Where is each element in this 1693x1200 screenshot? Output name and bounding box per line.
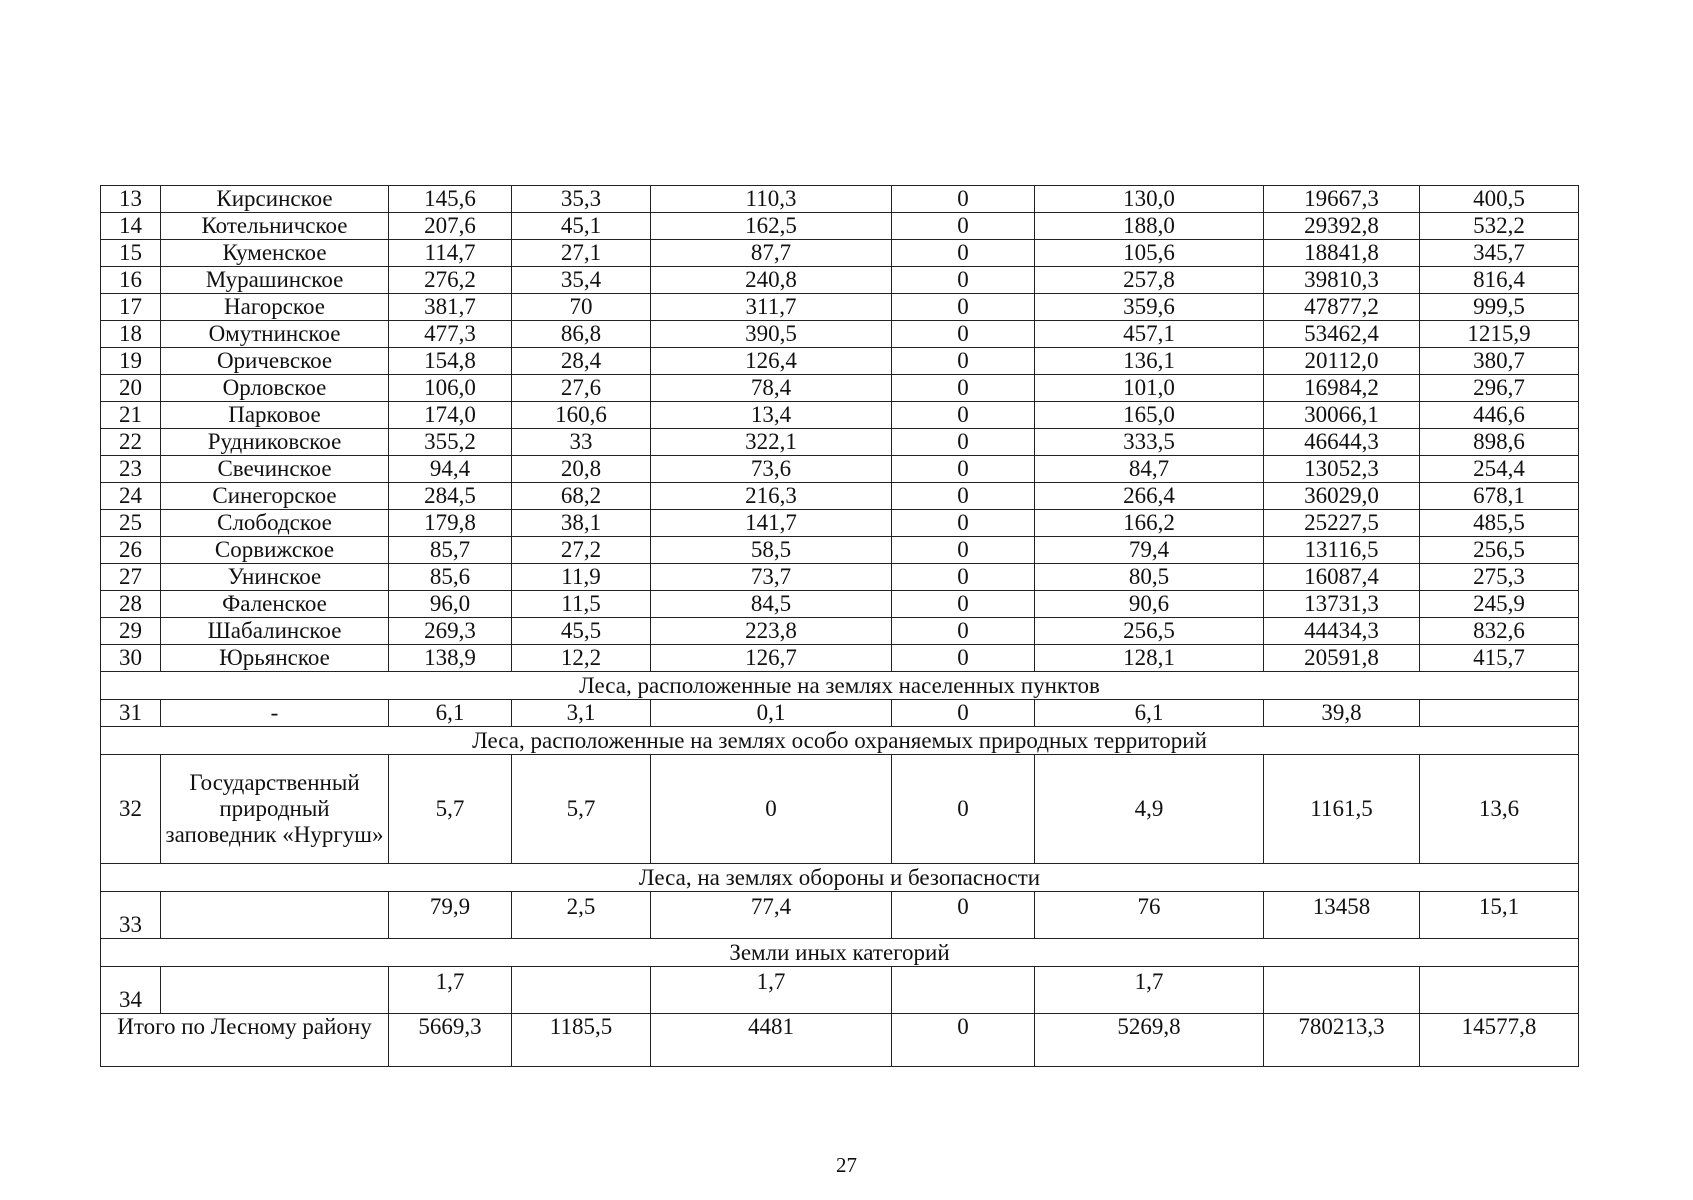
cell-value: 20591,8: [1264, 645, 1420, 672]
row-number: 33: [101, 892, 161, 939]
cell-value: 381,7: [389, 294, 512, 321]
total-value: 0: [892, 1014, 1035, 1067]
row-number: 29: [101, 618, 161, 645]
section-protected: [101, 727, 1579, 864]
row-name: Унинское: [161, 564, 389, 591]
table-row: [101, 645, 1579, 672]
cell-value: 106,0: [389, 375, 512, 402]
row-number: 30: [101, 645, 161, 672]
row-name: Котельничское: [161, 213, 389, 240]
total-value: 14577,8: [1420, 1014, 1579, 1067]
cell-value: 0: [892, 456, 1035, 483]
row-name: Парковое: [161, 402, 389, 429]
cell-value: 188,0: [1035, 213, 1264, 240]
cell-value: 85,7: [389, 537, 512, 564]
cell-value: 5,7: [512, 755, 651, 864]
cell-value: 0: [892, 321, 1035, 348]
row-name: Оричевское: [161, 348, 389, 375]
cell-value: 3,1: [512, 700, 651, 727]
row-name: -: [161, 700, 389, 727]
cell-value: 105,6: [1035, 240, 1264, 267]
cell-value: 39,8: [1264, 700, 1420, 727]
cell-value: 84,5: [651, 591, 892, 618]
cell-value: 5,7: [389, 755, 512, 864]
cell-value: 19667,3: [1264, 186, 1420, 213]
table-body: [101, 186, 1579, 672]
cell-value: 11,9: [512, 564, 651, 591]
section-settlements: [101, 672, 1579, 727]
row-number: 27: [101, 564, 161, 591]
cell-value: 73,7: [651, 564, 892, 591]
cell-value: 79,9: [389, 892, 512, 939]
cell-value: 0: [892, 564, 1035, 591]
total-value: 5669,3: [389, 1014, 512, 1067]
cell-value: 13458: [1264, 892, 1420, 939]
cell-value: 45,5: [512, 618, 651, 645]
cell-value: 13,6: [1420, 755, 1579, 864]
table-row: [101, 892, 1579, 939]
cell-value: 13052,3: [1264, 456, 1420, 483]
row-number: 14: [101, 213, 161, 240]
table-row: [101, 618, 1579, 645]
page-number: 27: [836, 1153, 857, 1177]
cell-value: 70: [512, 294, 651, 321]
cell-value: 13116,5: [1264, 537, 1420, 564]
cell-value: 240,8: [651, 267, 892, 294]
cell-value: 13,4: [651, 402, 892, 429]
cell-value: 816,4: [1420, 267, 1579, 294]
table-row: [101, 348, 1579, 375]
cell-value: 1,7: [651, 967, 892, 1014]
cell-value: 154,8: [389, 348, 512, 375]
cell-value: 126,4: [651, 348, 892, 375]
cell-value: 86,8: [512, 321, 651, 348]
table-row: [101, 456, 1579, 483]
cell-value: 36029,0: [1264, 483, 1420, 510]
cell-value: 446,6: [1420, 402, 1579, 429]
row-number: 20: [101, 375, 161, 402]
cell-value: 76: [1035, 892, 1264, 939]
cell-value: 53462,4: [1264, 321, 1420, 348]
cell-value: 16087,4: [1264, 564, 1420, 591]
row-name: [161, 892, 389, 939]
cell-value: 16984,2: [1264, 375, 1420, 402]
cell-value: 166,2: [1035, 510, 1264, 537]
table-row: [101, 591, 1579, 618]
cell-value: 68,2: [512, 483, 651, 510]
cell-value: 0: [892, 186, 1035, 213]
cell-value: 27,6: [512, 375, 651, 402]
cell-value: 0: [892, 892, 1035, 939]
row-number: 32: [101, 755, 161, 864]
row-number: 13: [101, 186, 161, 213]
cell-value: 85,6: [389, 564, 512, 591]
row-number: 23: [101, 456, 161, 483]
row-name: Синегорское: [161, 483, 389, 510]
cell-value: 0: [892, 537, 1035, 564]
table-row: [101, 294, 1579, 321]
table-row: [101, 564, 1579, 591]
cell-value: [1420, 967, 1579, 1014]
row-name: Свечинское: [161, 456, 389, 483]
cell-value: 94,4: [389, 456, 512, 483]
section-other: [101, 939, 1579, 1014]
cell-value: 101,0: [1035, 375, 1264, 402]
cell-value: 257,8: [1035, 267, 1264, 294]
cell-value: 1,7: [389, 967, 512, 1014]
table-row: [101, 186, 1579, 213]
cell-value: 46644,3: [1264, 429, 1420, 456]
cell-value: 28,4: [512, 348, 651, 375]
cell-value: 0: [651, 755, 892, 864]
cell-value: 0: [892, 402, 1035, 429]
cell-value: 141,7: [651, 510, 892, 537]
row-number: 28: [101, 591, 161, 618]
row-number: 22: [101, 429, 161, 456]
table-row: [101, 375, 1579, 402]
cell-value: 4,9: [1035, 755, 1264, 864]
total-label: Итого по Лесному району: [101, 1014, 389, 1067]
cell-value: 1161,5: [1264, 755, 1420, 864]
cell-value: 0: [892, 483, 1035, 510]
row-name: Фаленское: [161, 591, 389, 618]
cell-value: 174,0: [389, 402, 512, 429]
row-name: Омутнинское: [161, 321, 389, 348]
row-number: 18: [101, 321, 161, 348]
cell-value: 390,5: [651, 321, 892, 348]
cell-value: [892, 967, 1035, 1014]
cell-value: 0: [892, 510, 1035, 537]
cell-value: 35,4: [512, 267, 651, 294]
cell-value: 138,9: [389, 645, 512, 672]
cell-value: 44434,3: [1264, 618, 1420, 645]
row-number: 19: [101, 348, 161, 375]
table-row: [101, 700, 1579, 727]
cell-value: 80,5: [1035, 564, 1264, 591]
cell-value: 311,7: [651, 294, 892, 321]
cell-value: 0: [892, 375, 1035, 402]
row-name: Нагорское: [161, 294, 389, 321]
cell-value: 0: [892, 429, 1035, 456]
row-name: [161, 967, 389, 1014]
cell-value: 355,2: [389, 429, 512, 456]
cell-value: 400,5: [1420, 186, 1579, 213]
row-number: 15: [101, 240, 161, 267]
cell-value: 269,3: [389, 618, 512, 645]
cell-value: 6,1: [389, 700, 512, 727]
table-row: [101, 321, 1579, 348]
row-name: Слободское: [161, 510, 389, 537]
cell-value: 179,8: [389, 510, 512, 537]
table-row: [101, 213, 1579, 240]
cell-value: 0: [892, 618, 1035, 645]
cell-value: 160,6: [512, 402, 651, 429]
table-row: [101, 510, 1579, 537]
cell-value: 29392,8: [1264, 213, 1420, 240]
forest-district-table: [100, 185, 1579, 1067]
total-value: 4481: [651, 1014, 892, 1067]
cell-value: 322,1: [651, 429, 892, 456]
cell-value: 0: [892, 240, 1035, 267]
total-value: 5269,8: [1035, 1014, 1264, 1067]
cell-value: 126,7: [651, 645, 892, 672]
cell-value: 78,4: [651, 375, 892, 402]
cell-value: 256,5: [1420, 537, 1579, 564]
cell-value: 33: [512, 429, 651, 456]
cell-value: 0: [892, 700, 1035, 727]
cell-value: [512, 967, 651, 1014]
cell-value: 79,4: [1035, 537, 1264, 564]
row-number: 31: [101, 700, 161, 727]
section-title: Леса, расположенные на землях населенных пунктов: [101, 672, 1579, 700]
cell-value: 832,6: [1420, 618, 1579, 645]
cell-value: 165,0: [1035, 402, 1264, 429]
cell-value: 1215,9: [1420, 321, 1579, 348]
section-title: Леса, расположенные на землях особо охраняемых природных территорий: [101, 727, 1579, 755]
cell-value: 345,7: [1420, 240, 1579, 267]
cell-value: 20112,0: [1264, 348, 1420, 375]
cell-value: 136,1: [1035, 348, 1264, 375]
cell-value: 276,2: [389, 267, 512, 294]
cell-value: 415,7: [1420, 645, 1579, 672]
cell-value: 254,4: [1420, 456, 1579, 483]
cell-value: 532,2: [1420, 213, 1579, 240]
row-name: Государственный природный заповедник «Нургуш»: [161, 755, 389, 864]
total-value: 1185,5: [512, 1014, 651, 1067]
table-total: [101, 1014, 1579, 1067]
cell-value: 114,7: [389, 240, 512, 267]
cell-value: 73,6: [651, 456, 892, 483]
row-name: Сорвижское: [161, 537, 389, 564]
cell-value: [1264, 967, 1420, 1014]
cell-value: 27,2: [512, 537, 651, 564]
cell-value: 275,3: [1420, 564, 1579, 591]
table-row: [101, 537, 1579, 564]
cell-value: 12,2: [512, 645, 651, 672]
row-number: 25: [101, 510, 161, 537]
row-name: Куменское: [161, 240, 389, 267]
cell-value: 27,1: [512, 240, 651, 267]
cell-value: 0: [892, 348, 1035, 375]
table-row: [101, 240, 1579, 267]
cell-value: 145,6: [389, 186, 512, 213]
cell-value: 35,3: [512, 186, 651, 213]
cell-value: 38,1: [512, 510, 651, 537]
cell-value: 110,3: [651, 186, 892, 213]
table-row: [101, 267, 1579, 294]
cell-value: 207,6: [389, 213, 512, 240]
cell-value: 0: [892, 755, 1035, 864]
cell-value: 0: [892, 267, 1035, 294]
cell-value: 266,4: [1035, 483, 1264, 510]
cell-value: 130,0: [1035, 186, 1264, 213]
table-row: [101, 755, 1579, 864]
section-defense: [101, 864, 1579, 939]
table-row: [101, 429, 1579, 456]
row-name: Мурашинское: [161, 267, 389, 294]
cell-value: 0: [892, 645, 1035, 672]
cell-value: 25227,5: [1264, 510, 1420, 537]
total-row: [101, 1014, 1579, 1067]
row-name: Кирсинское: [161, 186, 389, 213]
cell-value: 128,1: [1035, 645, 1264, 672]
cell-value: 216,3: [651, 483, 892, 510]
cell-value: 39810,3: [1264, 267, 1420, 294]
cell-value: 678,1: [1420, 483, 1579, 510]
cell-value: 999,5: [1420, 294, 1579, 321]
cell-value: 58,5: [651, 537, 892, 564]
cell-value: 0: [892, 294, 1035, 321]
cell-value: 477,3: [389, 321, 512, 348]
cell-value: 30066,1: [1264, 402, 1420, 429]
row-number: 26: [101, 537, 161, 564]
cell-value: 0: [892, 213, 1035, 240]
section-title: Леса, на землях обороны и безопасности: [101, 864, 1579, 892]
cell-value: 47877,2: [1264, 294, 1420, 321]
cell-value: 162,5: [651, 213, 892, 240]
cell-value: 296,7: [1420, 375, 1579, 402]
cell-value: 0,1: [651, 700, 892, 727]
cell-value: 223,8: [651, 618, 892, 645]
row-number: 17: [101, 294, 161, 321]
row-number: 24: [101, 483, 161, 510]
cell-value: 20,8: [512, 456, 651, 483]
cell-value: 90,6: [1035, 591, 1264, 618]
row-name: Юрьянское: [161, 645, 389, 672]
cell-value: 11,5: [512, 591, 651, 618]
cell-value: 256,5: [1035, 618, 1264, 645]
section-title: Земли иных категорий: [101, 939, 1579, 967]
row-number: 16: [101, 267, 161, 294]
cell-value: 13731,3: [1264, 591, 1420, 618]
cell-value: 333,5: [1035, 429, 1264, 456]
row-name: Шабалинское: [161, 618, 389, 645]
cell-value: 6,1: [1035, 700, 1264, 727]
row-number: 21: [101, 402, 161, 429]
cell-value: 0: [892, 591, 1035, 618]
row-number: 34: [101, 967, 161, 1014]
cell-value: 485,5: [1420, 510, 1579, 537]
cell-value: 284,5: [389, 483, 512, 510]
cell-value: 96,0: [389, 591, 512, 618]
table-row: [101, 967, 1579, 1014]
cell-value: 380,7: [1420, 348, 1579, 375]
cell-value: 15,1: [1420, 892, 1579, 939]
cell-value: 45,1: [512, 213, 651, 240]
table-row: [101, 402, 1579, 429]
cell-value: 359,6: [1035, 294, 1264, 321]
cell-value: 77,4: [651, 892, 892, 939]
cell-value: 2,5: [512, 892, 651, 939]
total-value: 780213,3: [1264, 1014, 1420, 1067]
cell-value: [1420, 700, 1579, 727]
cell-value: 1,7: [1035, 967, 1264, 1014]
cell-value: 18841,8: [1264, 240, 1420, 267]
row-name: Орловское: [161, 375, 389, 402]
row-name: Рудниковское: [161, 429, 389, 456]
cell-value: 457,1: [1035, 321, 1264, 348]
table-row: [101, 483, 1579, 510]
cell-value: 245,9: [1420, 591, 1579, 618]
cell-value: 87,7: [651, 240, 892, 267]
cell-value: 898,6: [1420, 429, 1579, 456]
cell-value: 84,7: [1035, 456, 1264, 483]
